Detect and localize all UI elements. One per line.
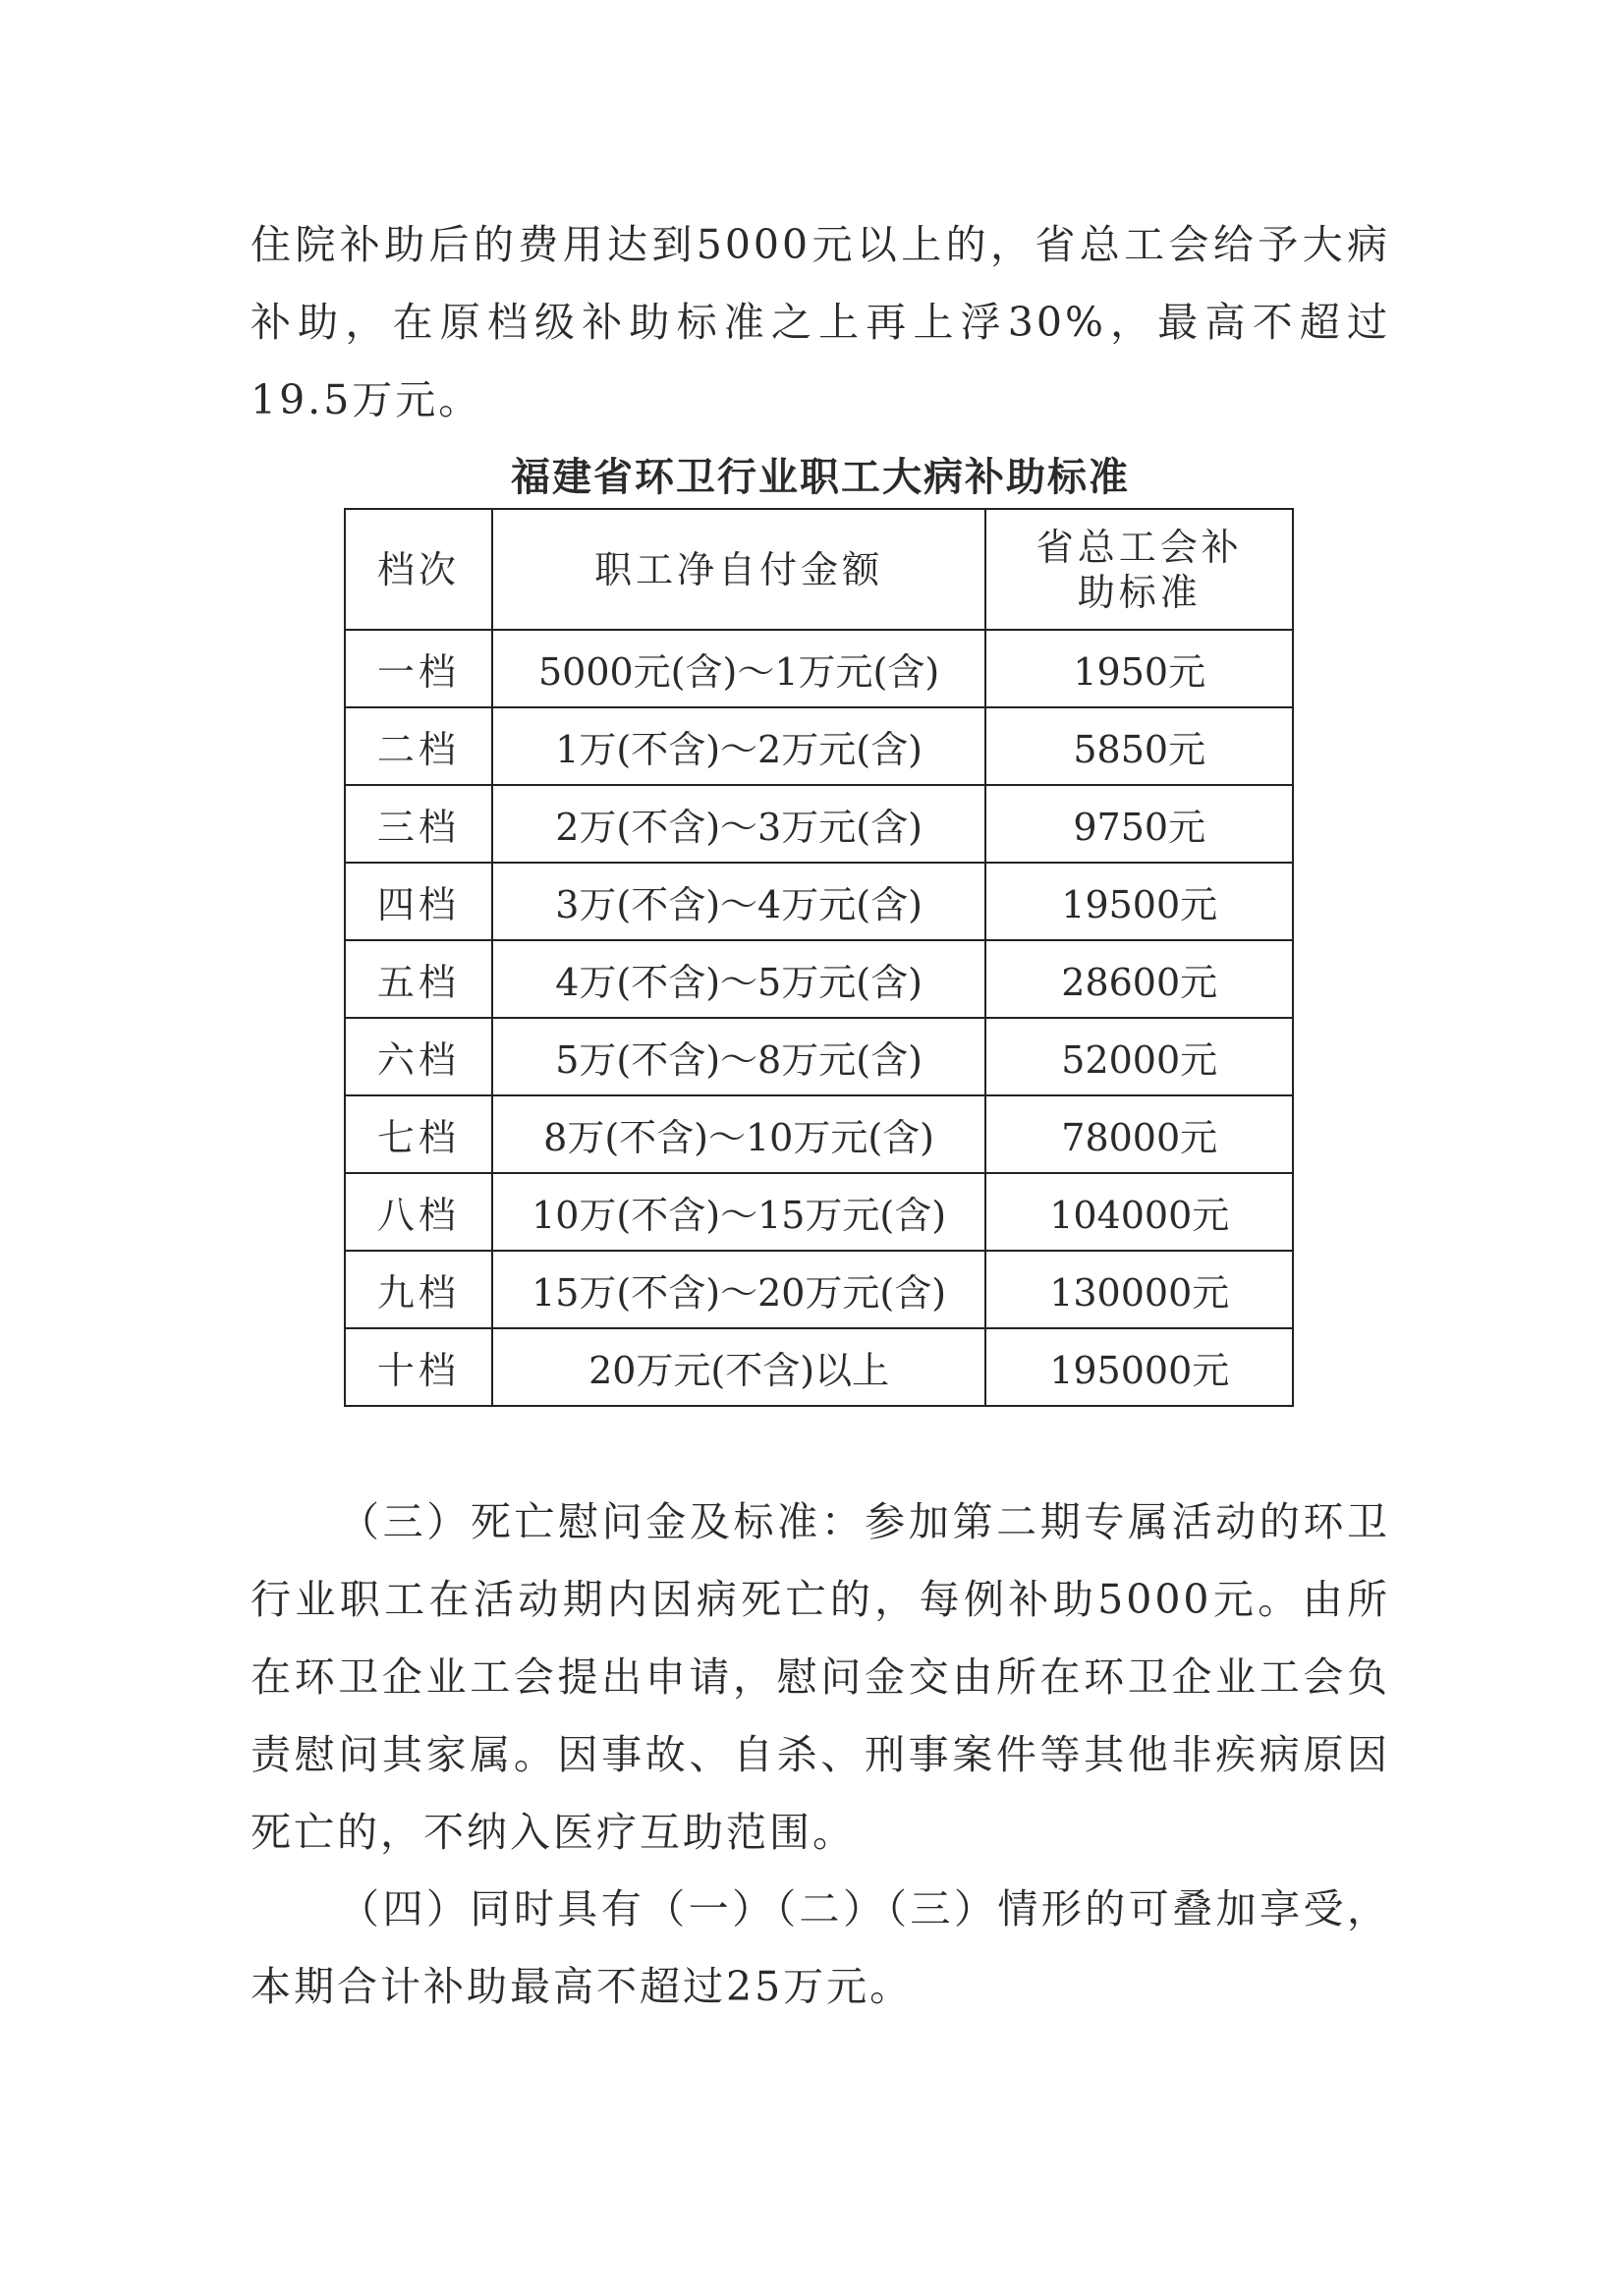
- cell-subsidy: 195000元: [985, 1328, 1293, 1406]
- cell-subsidy: 104000元: [985, 1173, 1293, 1251]
- cell-subsidy: 9750元: [985, 785, 1293, 863]
- subsidy-standard-table: [344, 508, 1294, 1407]
- cell-subsidy: 5850元: [985, 707, 1293, 785]
- cell-grade: 二档: [345, 707, 492, 785]
- cell-subsidy: 130000元: [985, 1251, 1293, 1328]
- cell-net-payment: 5000元(含)～1万元(含): [492, 630, 986, 707]
- paragraph-death-condolence: （三）死亡慰问金及标准：参加第二期专属活动的环卫行业职工在活动期内因病死亡的，每例补助5000元。由所在环卫企业工会提出申请，慰问金交由所在环卫企业工会负责慰问其家属。因事故、自杀、刑事案件等其他非疾病原因死亡的，不纳入医疗互助范围。: [251, 1498, 1390, 1856]
- cell-grade: 三档: [345, 785, 492, 863]
- cell-subsidy: 1950元: [985, 630, 1293, 707]
- cell-grade: 九档: [345, 1251, 492, 1328]
- cell-net-payment: 4万(不含)～5万元(含): [492, 940, 986, 1018]
- table-row: [345, 1251, 1293, 1328]
- cell-subsidy: 78000元: [985, 1095, 1293, 1173]
- cell-grade: 八档: [345, 1173, 492, 1251]
- cell-net-payment: 10万(不含)～15万元(含): [492, 1173, 986, 1251]
- table-header-row: [345, 509, 1293, 630]
- cell-net-payment: 2万(不含)～3万元(含): [492, 785, 986, 863]
- cell-net-payment: 15万(不含)～20万元(含): [492, 1251, 986, 1328]
- cell-net-payment: 8万(不含)～10万元(含): [492, 1095, 986, 1173]
- cell-grade: 一档: [345, 630, 492, 707]
- cell-net-payment: 1万(不含)～2万元(含): [492, 707, 986, 785]
- header-subsidy-standard: 省总工会补助标准: [985, 509, 1293, 630]
- table-row: [345, 1328, 1293, 1406]
- table-row: [345, 707, 1293, 785]
- table-body: [345, 630, 1293, 1406]
- paragraph-combined-benefits: （四）同时具有（一）（二）（三）情形的可叠加享受，本期合计补助最高不超过25万元。: [251, 1885, 1390, 2010]
- cell-net-payment: 20万元(不含)以上: [492, 1328, 986, 1406]
- table-row: [345, 1095, 1293, 1173]
- table-row: [345, 1018, 1293, 1095]
- table-row: [345, 863, 1293, 940]
- paragraph-hospital-subsidy: 住院补助后的费用达到5000元以上的，省总工会给予大病补助，在原档级补助标准之上再上浮30%，最高不超过19.5万元。: [251, 221, 1390, 423]
- table-row: [345, 940, 1293, 1018]
- cell-grade: 六档: [345, 1018, 492, 1095]
- cell-grade: 四档: [345, 863, 492, 940]
- cell-subsidy: 52000元: [985, 1018, 1293, 1095]
- table-row: [345, 1173, 1293, 1251]
- cell-grade: 七档: [345, 1095, 492, 1173]
- header-net-payment: 职工净自付金额: [492, 509, 986, 630]
- table-title: 福建省环卫行业职工大病补助标准: [511, 454, 1130, 500]
- cell-net-payment: 5万(不含)～8万元(含): [492, 1018, 986, 1095]
- cell-net-payment: 3万(不含)～4万元(含): [492, 863, 986, 940]
- cell-subsidy: 19500元: [985, 863, 1293, 940]
- cell-grade: 十档: [345, 1328, 492, 1406]
- table-row: [345, 630, 1293, 707]
- cell-subsidy: 28600元: [985, 940, 1293, 1018]
- cell-grade: 五档: [345, 940, 492, 1018]
- header-grade: 档次: [345, 509, 492, 630]
- table-row: [345, 785, 1293, 863]
